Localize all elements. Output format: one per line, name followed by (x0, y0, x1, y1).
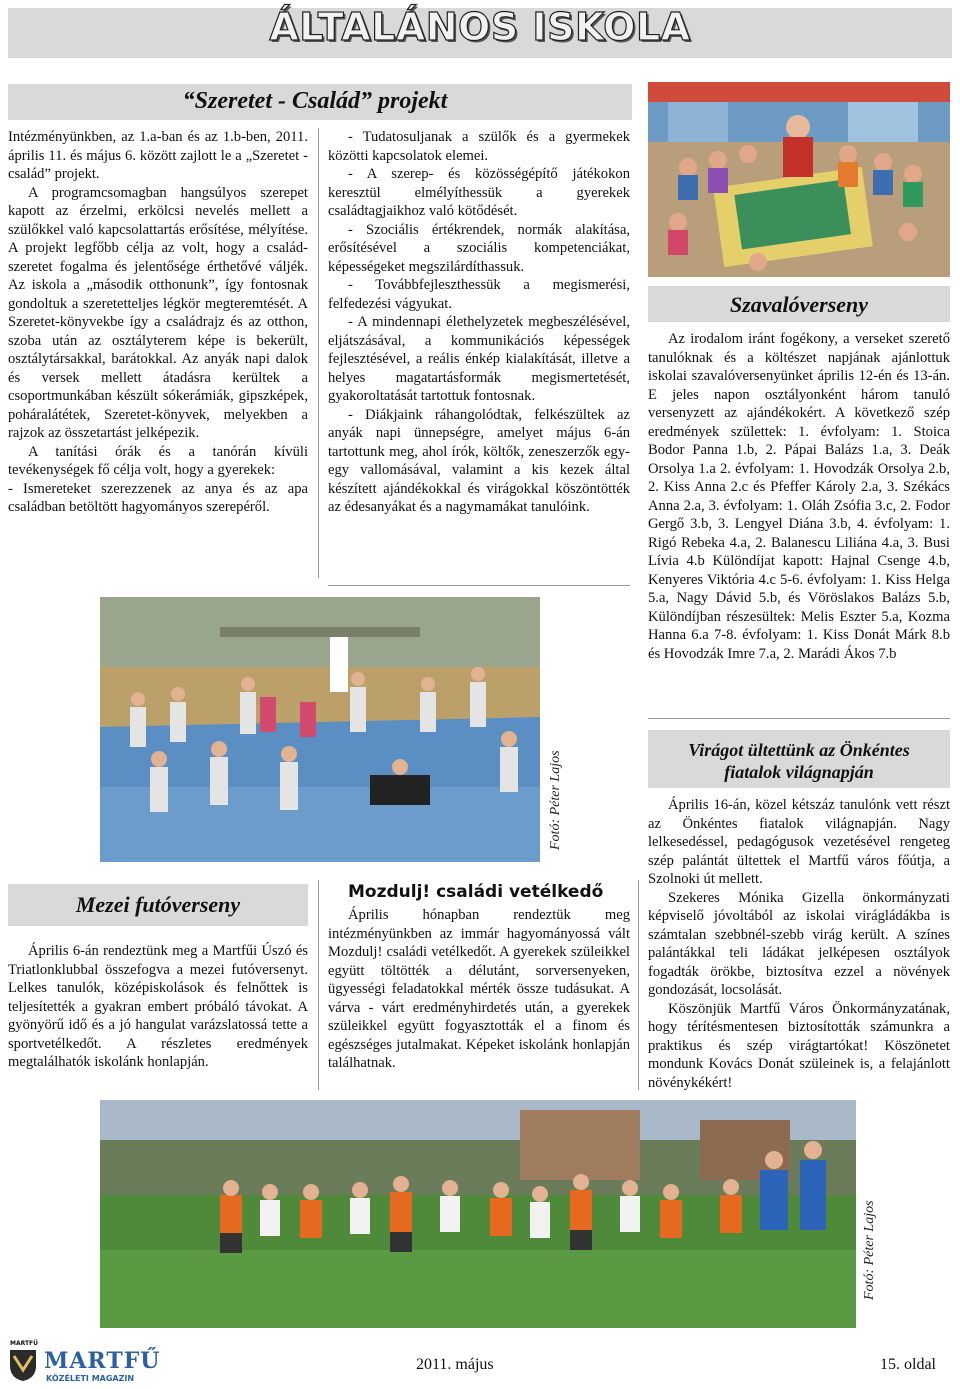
szeretet-left-column (8, 128, 308, 517)
logo-subtitle: KÖZÉLETI MAGAZIN (46, 1374, 135, 1383)
szeretet-paragraph: A programcsomagban hangsúlyos szerepet kapott az érzelmi, erkölcsi nevelés mellett a szülőkkel való kapcsolattartás erősítése, mélyítése. A projekt legfőbb célja az volt, hogy a család-szeretet fogalma és jelentősége érthetővé váljék. Az iskola a „második otthonunk”, így fontosnak gondoltuk a szeretetteljes légkör megteremtését. A Szeretet-könyvekbe így a családrajz és az otthon, szoba után az osztályterem képe is bekerült, osztálytársakkal, barátokkal. Az anyák napi dalok és versek mellett átadásra kerültek a csoportmunkában készült sókerámiák, gipszképek, poháralátétek, Szeretet-könyvek, melyekben a rajzok az összetartást jelképezik. (8, 184, 308, 441)
viragot-text (648, 796, 950, 1092)
szeretet-paragraph: - Ismereteket szerezzenek az anya és az apa családban betöltött hagyományos szerepéről. (8, 480, 308, 515)
szeretet-goal: - A mindennapi élethelyzetek megbeszélésével, eljátszásával, a kommunikációs képességek fejlesztésével, a reális énkép kialakítását, illetve a helyes magatartásformák megismertetését, gyakoroltatását tartottuk fontosnak. (328, 314, 630, 404)
mezei-paragraph: Április 6-án rendeztünk meg a Martfűi Úszó és Triatlonklubbal összefogva a mezei futóversenyt. Lelkes tanulók, középiskolások és felnőttek is teljesítették a gyakran embert próbáló távokat. A gyönyörű idő és a jó hangulat varázslatossá tette a sportvetélkedőt. A részletes eredmények megtalálhatók iskolánk honlapján. (8, 943, 308, 1070)
szeretet-goal: - Tudatosuljanak a szülők és a gyermekek közötti kapcsolatok elemei. (328, 129, 630, 164)
szavalo-text (648, 330, 950, 663)
mozdulj-paragraph: Április hónapban rendeztük meg intézményünkben az immár hagyományossá vált Mozdulj! családi vetélkedőt. A gyerekek szüleikkel együtt töltötték a délutánt, sorversenyeken, ügyességi feladatokkal mérték össze tudásukat. A várva - várt eredményhirdetés után, a gyerekek szüleikkel együtt fogyasztották el a finom és egészséges jutalmakat. Képeket iskolánk honlapján találhatnak. (328, 907, 630, 1071)
mozdulj-text (328, 906, 630, 1073)
magazine-logo (6, 1340, 161, 1386)
viragot-paragraph: Szekeres Mónika Gizella önkormányzati képviselő jóvoltából az iskolai virágládákba is számtalan szebbnél-szebb virág került. A színes palántákkal teli ládákat jelképesen osztályok fogadták örökbe, biztosítva ezzel a növények gondozását, locsolását. (648, 889, 950, 998)
mezei-text (8, 942, 308, 1072)
section-divider (328, 585, 630, 586)
szeretet-goal: - Szociális értékrendek, normák alakítása, erősítésével a szociális kompetenciákat, képességeket megszilárdíthassuk. (328, 221, 630, 275)
szeretet-goal: - A szerep- és közösségépítő játékokon keresztül elmélyíthessük a gyerekek családtagjaikhoz való kötődését. (328, 166, 630, 219)
mozdulj-title: Mozdulj! családi vetélkedő (348, 882, 604, 902)
column-divider (318, 128, 319, 578)
column-divider (318, 880, 319, 1090)
logo-name: MARTFŰ (44, 1348, 161, 1374)
szeretet-paragraph: A tanítási órák és a tanórán kívüli tevékenységek fő célja volt, hogy a gyerekek: (8, 443, 308, 478)
viragot-title-line2: fiatalok világnapján (724, 762, 874, 782)
viragot-paragraph: Köszönjük Martfű Város Önkormányzatának, hogy térítésmentesen biztosították számunkra a praktikus és szép virágtartókat! Köszönetet mondunk Kovács Donát szüleinek is, a felajánlott növénykékért! (648, 1000, 950, 1091)
szavalo-title: Szavalóverseny (729, 292, 869, 317)
viragot-title-line1: Virágot ültettünk az Önkéntes (688, 740, 910, 760)
szeretet-right-column (328, 128, 630, 517)
mezei-title: Mezei futóverseny (75, 892, 241, 917)
crest-icon (8, 1348, 38, 1382)
szeretet-goal: - Továbbfejleszthessük a megismerési, felfedezési vágyukat. (328, 277, 630, 312)
race-photo (100, 1100, 856, 1328)
szeretet-title: “Szeretet - Család” projekt (182, 88, 448, 114)
szeretet-paragraph: Intézményünkben, az 1.a-ban és az 1.b-ben, 2011. április 11. és május 6. között zajlott le a „Szeretet - család” projekt. (8, 129, 308, 182)
issue-date: 2011. május (416, 1356, 494, 1373)
classroom-photo (648, 82, 950, 277)
szavalo-paragraph: Az irodalom iránt fogékony, a verseket szerető tanulóknak és a költészet napjának ajánlottuk iskolai szavalóversenyünket április 12-én és 13-án. E jeles napon osztályonként három tanuló versenyzett az ajándékokért. A következő szép eredmények születtek: 1. évfolyam: 1. Stoica Bodor Panna 1.b, 2. Pápai Balázs 1.a, 3. Deák Orsolya 1.a 2. évfolyam: 1. Hovodzák Orsolya 2.b, 2. Kiss Anna 2.c és Pfeffer Károly 2.a, 3. Székács Anna 2.a, 3. évfolyam: 1. Oláh Zsófia 3.c, 2. Fodor Gergő 3.b, 3. Lengyel Diána 3.b, 4. évfolyam: 1. Rigó Rebeka 4.a, 2. Balanescu Liliána 4.a, 3. Busi Lívia 4.b Különdíjat kapott: Hajnal Csenge 4.b, Kenyeres Viktória 4.c 5-6. évfolyam: 1. Kiss Helga 5.a, Nagy Dávid 5.b, és Vöröslakos Balázs 5.b, Különdíjban részesültek: Melis Eszter 5.a, Kozma Hanna 6.a 7-8. évfolyam: 1. Kiss Donát Márk 8.b és Hovodzák Imre 7.a, 2. Marádi Ákos 7.b (648, 331, 950, 662)
photo-credit: Fotó: Péter Lajos (862, 1200, 877, 1300)
section-divider (648, 718, 950, 719)
page-title: ÁLTALÁNOS ISKOLA (269, 5, 691, 49)
gym-photo (100, 597, 540, 862)
column-divider (638, 880, 639, 1090)
logo-small-text: MARTFŰ (10, 1340, 39, 1347)
photo-credit: Fotó: Péter Lajos (548, 750, 563, 850)
viragot-paragraph: Április 16-án, közel kétszáz tanulónk vett részt az Önkéntes fiatalok világnapján. Nagy lelkesedéssel, pedagógusok vezetésével rengeteg szép palántát ültettek el Martfű város főútja, a Szolnoki út mellett. (648, 797, 950, 887)
szeretet-goal: - Diákjaink ráhangolódtak, felkészültek az anyák napi ünnepségre, amelyet május 6-án tartottunk meg, ahol írók, költők, zeneszerzők egy-egy vallomásával, valamint a kis kezek által készített ajándékokkal és virágokkal köszöntötték az édesanyákat és a nagymamákat tanulóink. (328, 406, 630, 515)
page-number: 15. oldal (880, 1356, 936, 1373)
